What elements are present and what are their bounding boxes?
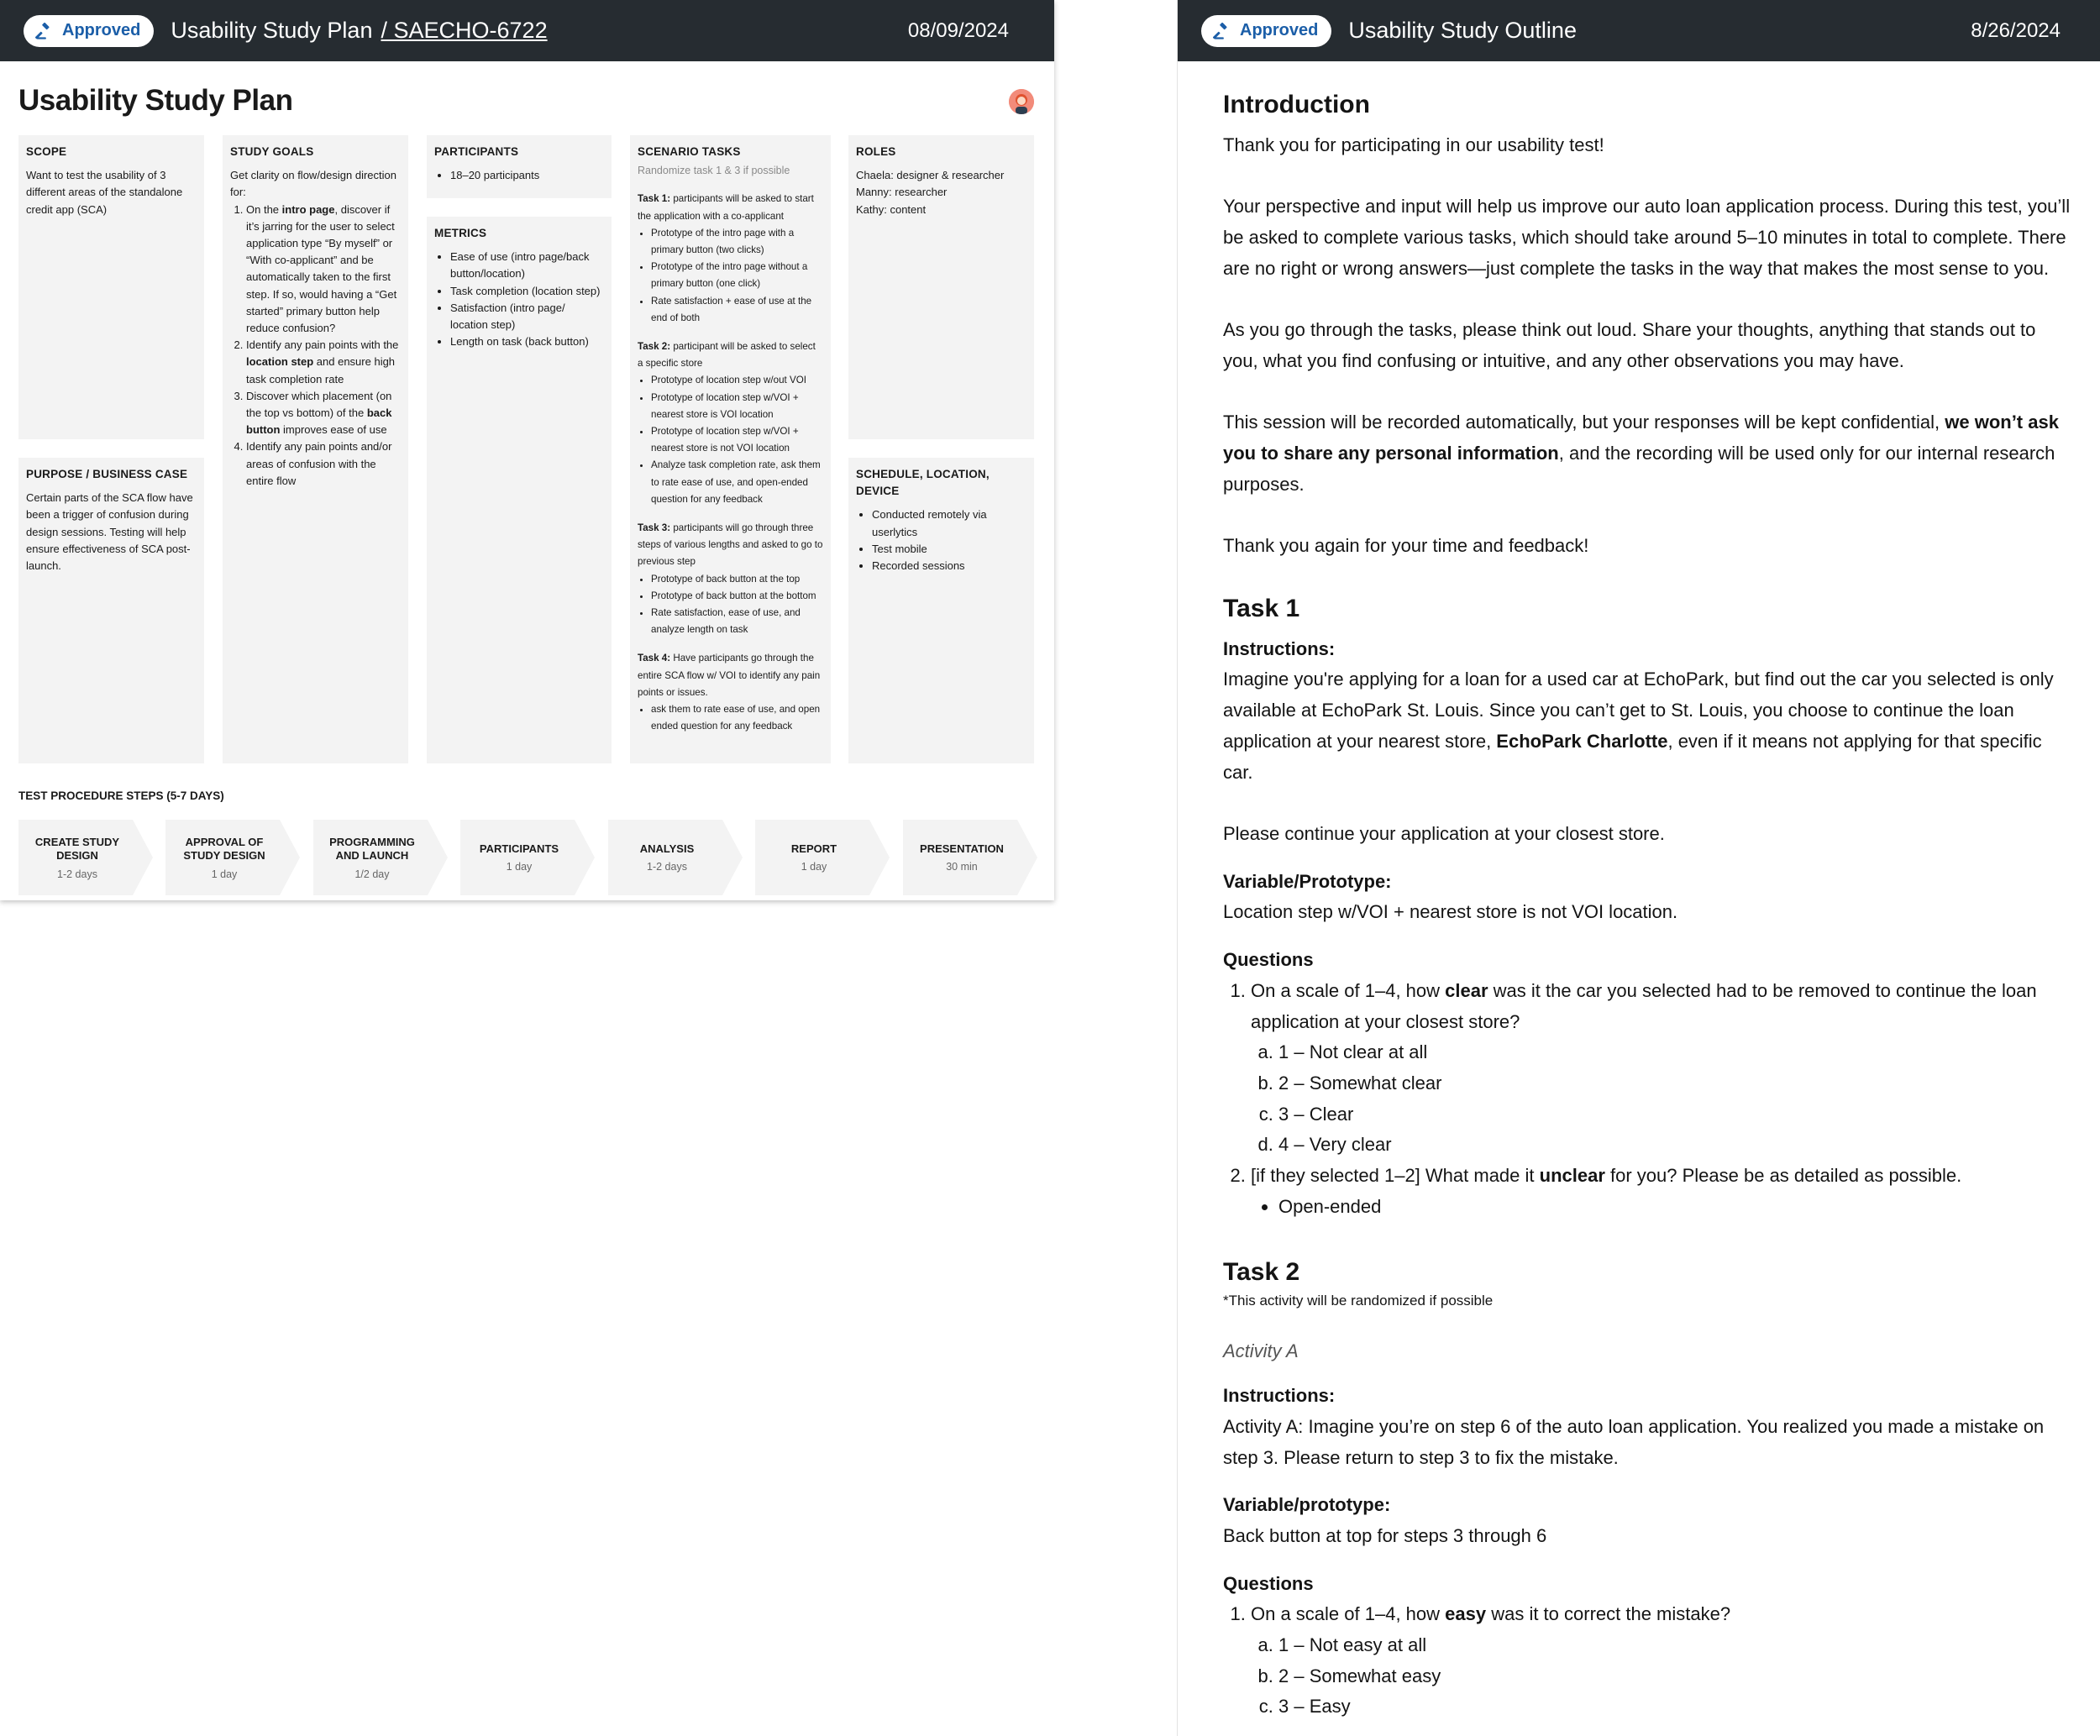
scope-text: Want to test the usability of 3 different areas of the standalone credit app (SCA) [26, 169, 183, 216]
list-item: • Length on task (back button) [450, 333, 604, 350]
scope-heading: SCOPE [26, 145, 67, 158]
list-item: • Test mobile [872, 541, 1026, 558]
task1-heading: Task 1 [1223, 594, 1300, 622]
list-item: • Satisfaction (intro page/ location step) [450, 300, 604, 333]
question-item: 1. On a scale of 1–4, how clear was it the car you selected had to be removed to continue the loan application at your closest store? a. 1 – Not clear at all b. 2 – Somewhat clear c. 3 – Clear d. 4 – Very clear [1251, 976, 2071, 1161]
user-avatar-icon [1009, 89, 1034, 114]
procedure-step-label: APPROVAL OF STUDY DESIGN [183, 835, 265, 862]
participants-list [434, 167, 604, 184]
answer-option: a. 1 – Not easy at all [1278, 1630, 2071, 1661]
outline-header-bar [1178, 0, 2100, 61]
plan-header-title: Usability Study Plan [171, 18, 373, 43]
procedure-step [755, 820, 890, 895]
approved-badge-label: Approved [62, 21, 141, 39]
chevron-shape-icon [903, 820, 1037, 895]
ticket-link[interactable] [381, 18, 547, 44]
task1-variable: Variable/Prototype: Location step w/VOI + nearest store is not VOI location. [1223, 870, 1678, 923]
task1-instructions-2: Please continue your application at your closest store. [1223, 822, 1665, 844]
list-item: • Rate satisfaction + ease of use at the end of both [651, 293, 823, 327]
gavel-icon [35, 22, 54, 40]
purpose-text: Certain parts of the SCA flow have been a trigger of confusion during design sessions. Testing will help ensure effectiveness of SCA post-launch. [26, 491, 193, 573]
procedure-step [460, 820, 595, 895]
procedure-step-label: CREATE STUDY DESIGN [34, 835, 120, 862]
answer-option: c. 3 – Easy [1278, 1691, 2071, 1723]
task1-questions: Questions 1. On a scale of 1–4, how clear was it the car you selected had to be removed to continue the loan application at your closest store? a. 1 – Not clear at all b. 2 – Somewhat clear c. 3 – Clear d. 4 – Very clear 2. [if they selected 1–2] What made it unclear for you? Please be as detailed as possible. • Open-ended [1223, 945, 2071, 1222]
procedure-step [18, 820, 153, 895]
outline-header-date: 8/26/2024 [1971, 18, 2061, 42]
list-item: • Analyze task completion rate, ask them to rate ease of use, and open-ended question for any feedback [651, 457, 823, 508]
approved-badge-label: Approved [1240, 21, 1319, 39]
scenario-tasks-heading: SCENARIO TASKS [638, 145, 741, 158]
scope-card [18, 135, 204, 439]
list-item: • Prototype of the intro page with a primary button (two clicks) [651, 225, 823, 259]
roles-card [848, 135, 1034, 439]
purpose-card [18, 458, 204, 763]
list-item: 4. Identify any pain points and/or areas of confusion with the entire flow [246, 438, 401, 490]
task-block: Task 2: participant will be asked to select a specific store • Prototype of location step w/out VOI • Prototype of location step w/VOI + nearest store is VOI location • Prototype of location step w/VOI + nearest store is not VOI location • Analyze task completion rate, ask them to rate ease of use, and open-ended question for any feedback [638, 338, 823, 508]
ticket-id[interactable]: SAECHO-6722 [393, 18, 548, 43]
roles-heading: ROLES [856, 145, 896, 158]
procedure-step-label: REPORT [790, 842, 837, 855]
task2-heading: Task 2 [1223, 1258, 1300, 1287]
schedule-card [848, 458, 1034, 763]
intro-paragraph: As you go through the tasks, please think out loud. Share your thoughts, anything that stands out to you, what you find confusing or intuitive, and any other observations you may have. [1223, 319, 2036, 371]
procedure-steps-title: TEST PROCEDURE STEPS (5-7 DAYS) [18, 789, 224, 802]
participants-heading: PARTICIPANTS [434, 145, 519, 158]
metrics-heading: METRICS [434, 227, 487, 239]
study-goals-intro: Get clarity on flow/design direction for: [230, 169, 396, 199]
gavel-icon [1213, 22, 1231, 40]
question-item: 1. On a scale of 1–4, how easy was it to correct the mistake? a. 1 – Not easy at all b. 2 – Somewhat easy c. 3 – Easy [1251, 1599, 2071, 1723]
list-item: • Rate satisfaction, ease of use, and analyze length on task [651, 605, 823, 638]
task2-instructions: Instructions: Activity A: Imagine you’re on step 6 of the auto loan application. You realized you made a mistake on step 3. Please return to step 3 to fix the mistake. [1223, 1385, 2045, 1468]
task2-questions: Questions 1. On a scale of 1–4, how easy was it to correct the mistake? a. 1 – Not easy at all b. 2 – Somewhat easy c. 3 – Easy [1223, 1569, 2071, 1723]
procedure-step-duration: 1-2 days [647, 861, 687, 873]
answer-option: • Open-ended [1278, 1192, 2071, 1223]
task-block: Task 1: participants will be asked to start the application with a co-applicant • Prototype of the intro page with a primary button (two clicks) • Prototype of the intro page without a primary button (one click) • Rate satisfaction + ease of use at the end of both [638, 191, 823, 327]
plan-header-date: 08/09/2024 [907, 18, 1009, 42]
procedure-step-label: ANALYSIS [639, 842, 695, 855]
outline-body [1223, 61, 2071, 1736]
outline-header-title: Usability Study Outline [1348, 18, 1577, 43]
list-item: • Prototype of location step w/VOI + nearest store is VOI location [651, 390, 823, 423]
procedure-step-duration: 1 day [506, 861, 533, 873]
list-item: 2. Identify any pain points with the location step and ensure high task completion rate [246, 337, 401, 388]
answer-option: a. 1 – Not clear at all [1278, 1037, 2071, 1068]
schedule-list [856, 506, 1026, 574]
question-item: 2. [if they selected 1–2] What made it unclear for you? Please be as detailed as possible. • Open-ended [1251, 1161, 2071, 1222]
list-item: • 18–20 participants [450, 167, 604, 184]
approved-badge [1201, 15, 1331, 47]
task2-note: *This activity will be randomized if possible [1223, 1293, 1494, 1309]
procedure-step-duration: 30 min [946, 861, 978, 873]
list-item: • Conducted remotely via userlytics [872, 506, 1026, 540]
plan-header-bar [0, 0, 1054, 61]
participants-card [427, 135, 612, 198]
study-goals-list [230, 202, 401, 490]
purpose-heading: PURPOSE / BUSINESS CASE [26, 468, 188, 480]
chevron-shape-icon [460, 820, 595, 895]
page-title: Usability Study Plan [18, 84, 293, 117]
metrics-card [427, 217, 612, 763]
procedure-step-duration: 1-2 days [57, 868, 97, 880]
intro-paragraph: This session will be recorded automatically, but your responses will be kept confidential, we won’t ask you to share any personal information, and the recording will be used only for our internal research purposes. [1223, 412, 2059, 495]
list-item: • Ease of use (intro page/back button/location) [450, 249, 604, 282]
list-item: 3. Discover which placement (on the top vs bottom) of the back button improves ease of use [246, 388, 401, 439]
role-line: Chaela: designer & researcher [856, 169, 1005, 182]
role-line: Manny: researcher [856, 186, 948, 199]
answer-option: b. 2 – Somewhat easy [1278, 1661, 2071, 1692]
procedure-step-label: PARTICIPANTS [479, 842, 559, 855]
scenario-tasks-subheading: Randomize task 1 & 3 if possible [638, 165, 790, 177]
study-goals-heading: STUDY GOALS [230, 145, 314, 158]
list-item: • Prototype of the intro page without a primary button (one click) [651, 259, 823, 292]
metrics-list [434, 249, 604, 350]
study-outline-panel [1177, 0, 2100, 1736]
procedure-step [165, 820, 300, 895]
task-block: Task 3: participants will go through three steps of various lengths and asked to go to previous step • Prototype of back button at the top • Prototype of back button at the bottom • Rate satisfaction, ease of use, and analyze length on task [638, 520, 823, 638]
answer-option: c. 3 – Clear [1278, 1099, 2071, 1130]
procedure-step-label: PRESENTATION [920, 842, 1004, 855]
list-item: • Prototype of back button at the bottom [651, 588, 823, 605]
list-item: • Prototype of location step w/VOI + nearest store is not VOI location [651, 423, 823, 457]
list-item: • Task completion (location step) [450, 283, 604, 300]
avatar[interactable] [1009, 89, 1034, 114]
approved-badge [24, 15, 154, 47]
task2-activity-label: Activity A [1223, 1340, 1299, 1362]
study-plan-panel [0, 0, 1054, 900]
list-item: • ask them to rate ease of use, and open ended question for any feedback [651, 701, 823, 735]
chevron-shape-icon [755, 820, 890, 895]
chevron-shape-icon [608, 820, 743, 895]
answer-option: d. 4 – Very clear [1278, 1130, 2071, 1161]
ticket-separator: / [381, 18, 387, 43]
procedure-step-duration: 1/2 day [354, 868, 390, 880]
schedule-heading: SCHEDULE, LOCATION, DEVICE [856, 468, 990, 498]
task1-instructions: Instructions: Imagine you're applying for a loan for a used car at EchoPark, but find out the car you selected is only available at EchoPark St. Louis. Since you can’t get to St. Louis, you choose to continue the loan application at your nearest store, EchoPark Charlotte, even if it means not applying for that specific car. [1223, 637, 2054, 783]
intro-heading: Introduction [1223, 91, 1370, 118]
intro-paragraph: Your perspective and input will help us improve our auto loan application process. During this test, you’ll be asked to complete various tasks, which should take around 5–10 minutes in total to complete. There are no right or wrong answers—just complete the tasks in the way that makes the most sense to you. [1223, 196, 2071, 279]
study-goals-card [223, 135, 408, 763]
intro-paragraph: Thank you again for your time and feedback! [1223, 535, 1589, 557]
scenario-tasks-card [630, 135, 831, 763]
list-item: • Recorded sessions [872, 558, 1026, 574]
procedure-step-duration: 1 day [211, 868, 238, 880]
procedure-step-label: PROGRAMMING AND LAUNCH [329, 835, 415, 862]
task-block: Task 4: Have participants go through the entire SCA flow w/ VOI to identify any pain points or issues. • ask them to rate ease of use, and open ended question for any feedback [638, 650, 823, 735]
procedure-step-duration: 1 day [801, 861, 827, 873]
role-line: Kathy: content [856, 202, 927, 216]
list-item: • Prototype of location step w/out VOI [651, 372, 823, 389]
intro-paragraph: Thank you for participating in our usability test! [1223, 134, 1604, 155]
list-item: • Prototype of back button at the top [651, 571, 823, 588]
task2-variable: Variable/prototype: Back button at top for steps 3 through 6 [1223, 1494, 1547, 1546]
answer-option: b. 2 – Somewhat clear [1278, 1068, 2071, 1099]
procedure-step [903, 820, 1037, 895]
list-item: 1. On the intro page, discover if it’s jarring for the user to select application type “By myself” or “With co-applicant” and be automatically taken to the first step. If so, would having a “Get started” primary button help reduce confusion? [246, 202, 401, 338]
procedure-step [608, 820, 743, 895]
procedure-step [313, 820, 448, 895]
